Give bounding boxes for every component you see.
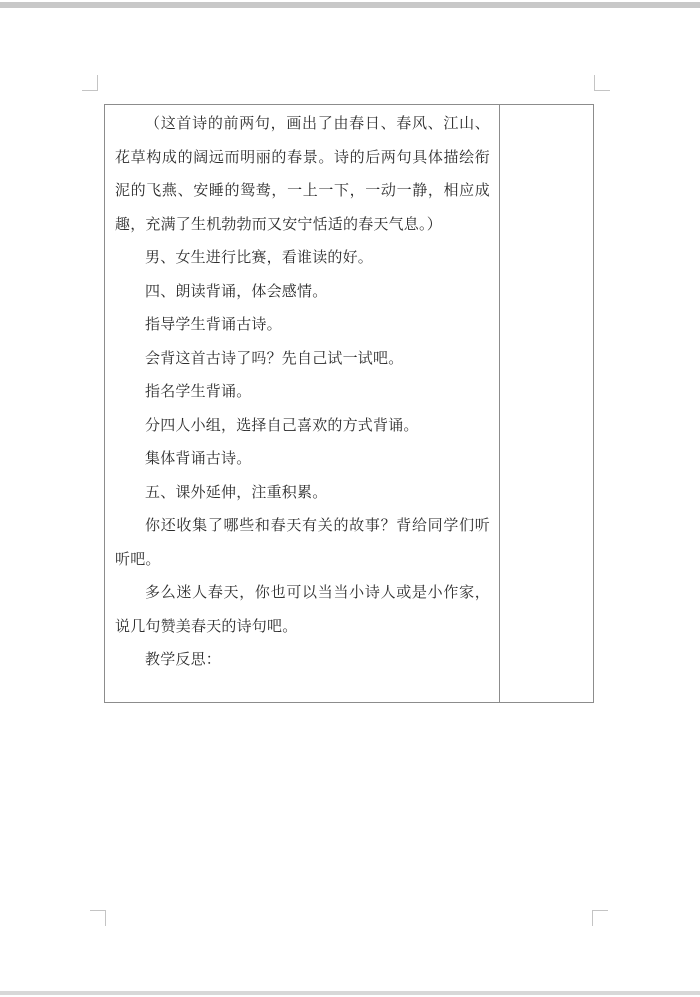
paragraph-7: 分四人小组，选择自己喜欢的方式背诵。 bbox=[145, 416, 419, 434]
page-top-edge bbox=[0, 2, 700, 8]
paragraph-12: 教学反思： bbox=[145, 651, 222, 668]
paragraph-1: （这首诗的前两句，画出了由春日、春风、江山、花草构成的阔远而明丽的春景。诗的后两句具体描绘衔泥的飞燕、安睡的鸳鸯，一上一下，一动一静，相应成趣，充满了生机勃勃而又安宁恬适的春天气息。） bbox=[115, 115, 490, 233]
table-cell-side[interactable] bbox=[500, 105, 593, 702]
paragraph-3: 四、朗读背诵，体会感情。 bbox=[145, 282, 328, 300]
margin-mark-top-right bbox=[594, 75, 610, 91]
paragraph-6: 指名学生背诵。 bbox=[145, 383, 252, 400]
margin-mark-top-left bbox=[82, 75, 98, 91]
paragraph-9: 五、课外延伸，注重积累。 bbox=[145, 483, 328, 501]
page-bottom-edge bbox=[0, 991, 700, 995]
margin-mark-bottom-left bbox=[90, 910, 106, 926]
margin-mark-bottom-right bbox=[592, 910, 608, 926]
paragraph-5: 会背这首古诗了吗？先自己试一试吧。 bbox=[145, 349, 404, 367]
paragraph-11: 多么迷人春天，你也可以当当小诗人或是小作家，说几句赞美春天的诗句吧。 bbox=[115, 584, 490, 635]
paragraph-2: 男、女生进行比赛，看谁读的好。 bbox=[145, 249, 374, 266]
lesson-plan-table bbox=[104, 104, 594, 703]
table-cell-content[interactable] bbox=[105, 105, 500, 702]
paragraph-10: 你还收集了哪些和春天有关的故事？背给同学们听听吧。 bbox=[115, 517, 490, 568]
paragraph-8: 集体背诵古诗。 bbox=[145, 450, 252, 467]
paragraph-4: 指导学生背诵古诗。 bbox=[145, 316, 282, 333]
